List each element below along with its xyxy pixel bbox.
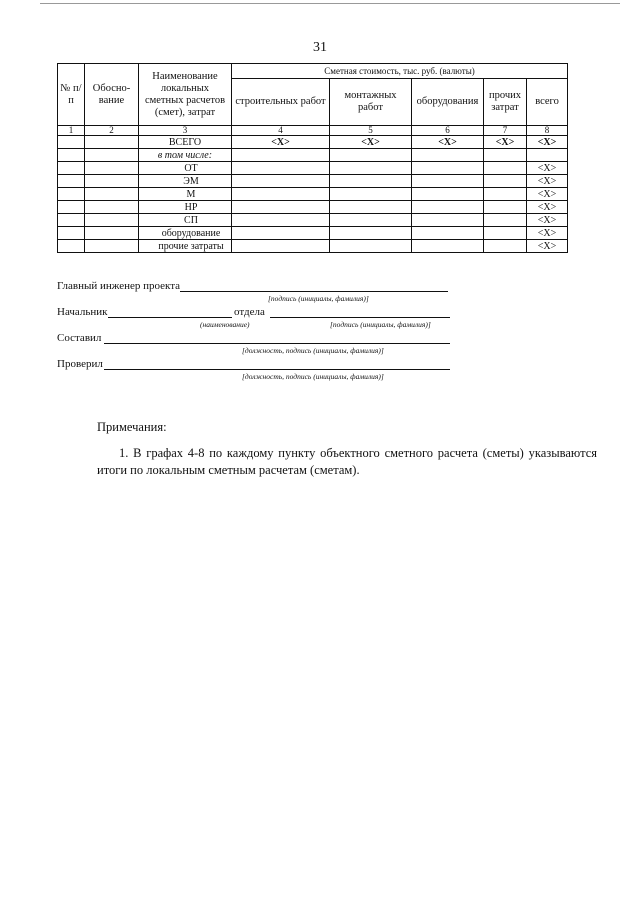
notes-title: Примечания: [97, 420, 167, 434]
header-name: Наименование локальных сметных расчетов (смет), затрат [139, 64, 232, 126]
table-row [58, 175, 568, 188]
total-cell: <X> [330, 136, 412, 149]
head-caption-sign: [подпись (инициалы, фамилия)] [330, 320, 431, 329]
col-number: 8 [527, 126, 568, 136]
head-caption-name: (наименование) [200, 320, 250, 329]
head-label: Начальник [57, 306, 108, 318]
header-cost-group: Сметная стоимость, тыс. руб. (валюты) [232, 64, 568, 79]
including-row [58, 149, 568, 162]
table-row [58, 214, 568, 227]
header-equipment: оборудования [412, 79, 484, 126]
row-label: ЭМ [139, 175, 232, 188]
column-numbers-row [58, 126, 568, 136]
checked-caption: [должность, подпись (инициалы, фамилия)] [242, 372, 384, 381]
table-row [58, 240, 568, 253]
row-label: СП [139, 214, 232, 227]
total-cell: <X> [484, 136, 527, 149]
row-total: <X> [527, 175, 568, 188]
including-label: в том числе: [139, 149, 232, 162]
header-construction: строительных работ [232, 79, 330, 126]
chief-engineer-caption: [подпись (инициалы, фамилия)] [268, 294, 369, 303]
row-total: <X> [527, 214, 568, 227]
col-number: 7 [484, 126, 527, 136]
top-border-line [40, 3, 620, 4]
checked-label: Проверил [57, 358, 103, 370]
header-basis: Обосно-вание [85, 64, 139, 126]
table-row [58, 188, 568, 201]
row-label: оборудование [139, 227, 232, 240]
row-total: <X> [527, 188, 568, 201]
row-label: НР [139, 201, 232, 214]
header-other: прочих затрат [484, 79, 527, 126]
head-name-line [108, 317, 232, 318]
total-cell: <X> [527, 136, 568, 149]
chief-engineer-signature-line [180, 291, 448, 292]
row-label: прочие затраты [139, 240, 232, 253]
col-number: 6 [412, 126, 484, 136]
total-cell: <X> [412, 136, 484, 149]
compiled-signature-line [104, 343, 450, 344]
head-signature-line [270, 317, 450, 318]
compiled-caption: [должность, подпись (инициалы, фамилия)] [242, 346, 384, 355]
header-total: всего [527, 79, 568, 126]
compiled-label: Составил [57, 332, 102, 344]
header-installation: монтажных работ [330, 79, 412, 126]
col-number: 5 [330, 126, 412, 136]
table-row [58, 162, 568, 175]
row-label: М [139, 188, 232, 201]
total-label: ВСЕГО [139, 136, 232, 149]
col-number: 4 [232, 126, 330, 136]
checked-signature-line [104, 369, 450, 370]
notes-item-1: 1. В графах 4-8 по каждому пункту объектного сметного расчета (сметы) указываются итоги по локальным сметным расчетам (сметам). [97, 446, 597, 477]
row-total: <X> [527, 162, 568, 175]
page-number: 31 [313, 40, 327, 55]
row-total: <X> [527, 201, 568, 214]
chief-engineer-label: Главный инженер проекта [57, 280, 181, 292]
col-number: 1 [58, 126, 85, 136]
col-number: 3 [139, 126, 232, 136]
table-row [58, 201, 568, 214]
col-number: 2 [85, 126, 139, 136]
dept-label: отдела [234, 306, 265, 318]
header-num: № п/п [58, 64, 85, 126]
row-total: <X> [527, 240, 568, 253]
total-row [58, 136, 568, 149]
total-cell: <X> [232, 136, 330, 149]
table-row [58, 227, 568, 240]
row-total: <X> [527, 227, 568, 240]
row-label: ОТ [139, 162, 232, 175]
estimate-table [57, 63, 568, 253]
